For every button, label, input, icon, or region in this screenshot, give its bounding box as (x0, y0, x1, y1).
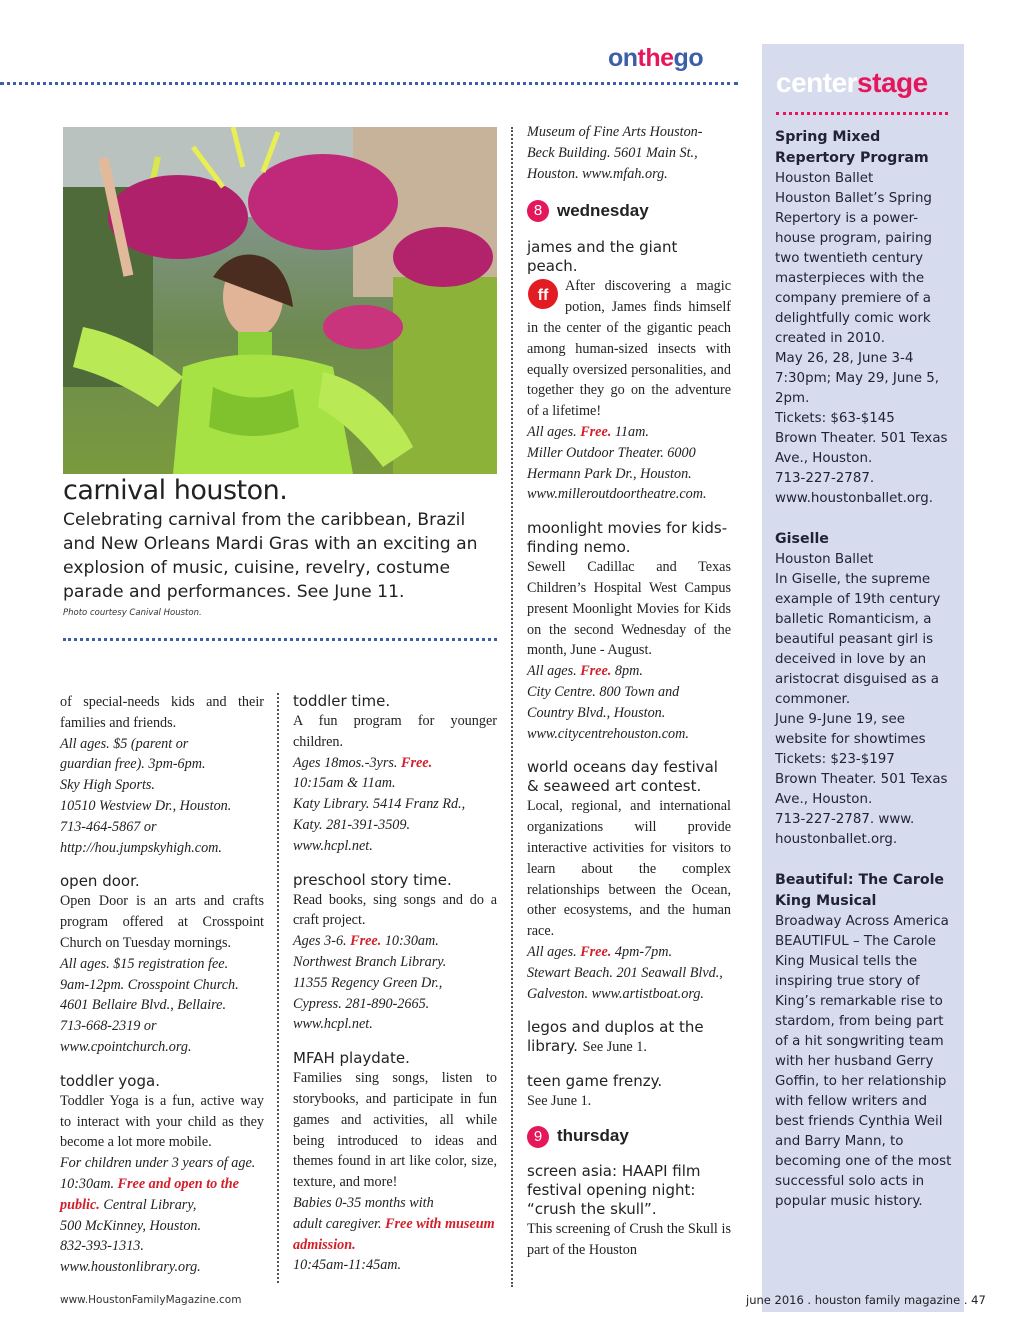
event-details: All ages. Free. 11am. (527, 423, 649, 440)
event-dates: June 9-June 19, see website for showtimes (775, 712, 926, 747)
event-details: 500 McKinney, Houston. (60, 1217, 202, 1234)
event-details: 713-464-5867 or (60, 818, 157, 835)
day-number-badge: 8 (527, 200, 549, 222)
event-description: In Giselle, the supreme example of 19th century balletic Romanticism, a beautiful peasant girl is deceived in love by an aristocrat disguised as a commoner. (775, 572, 941, 707)
event-details: 10:15am & 11am. (293, 775, 396, 792)
event-company: Houston Ballet (775, 171, 874, 186)
svg-text:ff: ff (537, 287, 549, 305)
footer-website: www.HoustonFamilyMagazine.com (60, 1294, 242, 1306)
event-title: preschool story time. (293, 870, 452, 889)
event-tickets: Tickets: $23-$197 (775, 752, 895, 767)
event-title: teen game frenzy. (527, 1072, 663, 1091)
event-details: 713-668-2319 or (60, 1018, 157, 1035)
sidebar-title-center: center (776, 67, 858, 98)
event-details: Houston. www.mfah.org. (527, 165, 668, 182)
event-details: All ages. Free. 4pm-7pm. (527, 943, 673, 960)
event-title: Beautiful: The Carole King Musical (775, 872, 945, 909)
event-text: Sewell Cadillac and Texas Children’s Hospital West Campus present Moonlight Movies for Kids on the second Wednesday of the month, June - August. (527, 559, 731, 659)
event-details: Hermann Park Dr., Houston. (527, 465, 692, 482)
event-text: of special-needs kids and their families and friends. (60, 694, 264, 731)
event-text: Read books, sing songs and do a craft project. (293, 891, 497, 929)
section-title-go: go (673, 44, 704, 72)
ff-logo-icon (527, 278, 559, 310)
event-details: www.citycentrehouston.com. (527, 725, 689, 742)
event-title: james and the giant peach. (527, 238, 678, 276)
section-title (608, 44, 703, 73)
event-website: www.houstonballet.org. (775, 491, 934, 506)
event-dates: May 26, 28, June 3-4 7:30pm; May 29, June 5, 2pm. (775, 351, 940, 406)
event-details: Miller Outdoor Theater. 6000 (527, 444, 696, 461)
sidebar-title-stage: stage (857, 67, 928, 98)
carnival-photo-art (63, 127, 497, 474)
event-details: 9am-12pm. Crosspoint Church. (60, 976, 239, 993)
event-details: www.hcpl.net. (293, 1016, 373, 1033)
column-1 (60, 692, 264, 1278)
see-reference: See June 1. (527, 1093, 592, 1110)
event-title: legos and duplos at the library. See June 1. (527, 1018, 704, 1056)
day-header-wednesday (527, 200, 731, 224)
event-details: guardian free). 3pm-6pm. (60, 756, 206, 773)
event-details: 10510 Westview Dr., Houston. (60, 797, 232, 814)
carnival-photo (63, 127, 497, 474)
feature-title: carnival houston. (63, 475, 288, 506)
event-details: Country Blvd., Houston. (527, 704, 666, 721)
event-title: toddler time. (293, 692, 391, 710)
event-text: This screening of Crush the Skull is part of the Houston (527, 1220, 731, 1258)
event-details: Cypress. 281-890-2665. (293, 995, 430, 1012)
event-details: 10:30am. Free and open to the public. Central Library, (60, 1175, 239, 1213)
event-details: All ages. Free. 8pm. (527, 663, 643, 680)
photo-credit: Photo courtesy Canival Houston. (63, 608, 202, 618)
event-details: www.milleroutdoortheatre.com. (527, 486, 707, 503)
event-details: For children under 3 years of age. (60, 1155, 256, 1172)
free-label: Free. (580, 663, 612, 680)
sidebar-title (776, 67, 928, 99)
free-label: Free. (400, 754, 433, 771)
free-label: Free and open to the public. (60, 1175, 239, 1213)
event-details: 10:45am-11:45am. (293, 1257, 402, 1274)
event-company: Broadway Across America (775, 914, 949, 929)
free-label: Free. (580, 943, 612, 960)
event-details: 11355 Regency Green Dr., (293, 974, 443, 991)
event-text: Families sing songs, listen to storybooks, and participate in fun games and activities, all while being introduced to ideas and themes found in art like color, size, texture, and more! (293, 1070, 497, 1191)
event-title: Spring Mixed Repertory Program (775, 129, 929, 166)
event-details: www.hcpl.net. (293, 837, 373, 854)
event-text: Open Door is an arts and crafts program offered at Crosspoint Church on Tuesday mornings. (60, 893, 264, 951)
day-name: wednesday (557, 200, 649, 220)
day-header-thursday (527, 1126, 731, 1150)
free-label: Free with museum admission. (293, 1215, 495, 1253)
feature-divider (63, 638, 497, 641)
event-details: Ages 18mos.-3yrs. Free. (293, 754, 433, 771)
event-venue: Brown Theater. 501 Texas Ave., Houston. (775, 431, 948, 466)
free-label: Free. (580, 423, 612, 440)
event-title: world oceans day festival & seaweed art contest. (527, 758, 718, 796)
event-details: Ages 3-6. Free. 10:30am. (293, 933, 439, 950)
event-details: 4601 Bellaire Blvd., Bellaire. (60, 997, 227, 1014)
event-tickets: Tickets: $63-$145 (775, 411, 895, 426)
column-divider (511, 127, 513, 1287)
event-details: Stewart Beach. 201 Seawall Blvd., (527, 964, 723, 981)
event-description: BEAUTIFUL – The Carole King Musical tells the inspiring true story of King’s remarkable rise to stardom, from being part of a hit songwriting team with her husband Gerry Goffin, to her relationship with fellow writers and best friends Cynthia Weil and Barry Mann, to becoming one of the most successful solo acts in popular music history. (775, 934, 952, 1209)
event-details: Katy. 281-391-3509. (293, 816, 411, 833)
feature-caption: Celebrating carnival from the caribbean, Brazil and New Orleans Mardi Gras with an exciting an explosion of music, cuisine, revelry, costume parade and performances. See June 11. (63, 510, 478, 602)
event-details: Museum of Fine Arts Houston- (527, 124, 703, 140)
day-number-badge: 9 (527, 1126, 549, 1148)
sidebar-events (775, 127, 953, 1212)
see-reference: See June 1. (582, 1039, 647, 1056)
section-title-the: the (637, 44, 674, 72)
event-details: All ages. $5 (parent or (60, 735, 189, 752)
event-title: screen asia: HAAPI film festival opening night: “crush the skull”. (527, 1161, 701, 1218)
event-details: www.houstonlibrary.org. (60, 1259, 201, 1276)
event-text: Local, regional, and international organizations will provide interactive activities for visitors to learn about the complex relationships between the Ocean, other ecosystems, and the human race. (527, 798, 731, 940)
event-details: Northwest Branch Library. (293, 953, 447, 970)
event-text: Toddler Yoga is a fun, active way to interact with your child as they become a lot more mobile. (60, 1092, 264, 1151)
event-details: Babies 0-35 months with (293, 1194, 434, 1211)
event-venue: Brown Theater. 501 Texas Ave., Houston. (775, 772, 948, 807)
event-phone: 713-227-2787. (775, 471, 875, 486)
event-text: ff After discovering a magic potion, James finds himself in the center of the gigantic peach among human-sized insects with equally oversized personalities, and together they go on the adventure of a lifetime! (527, 278, 731, 420)
column-divider (277, 693, 279, 1283)
event-phone: 713-227-2787. www. houstonballet.org. (775, 812, 915, 847)
event-details: http://hou.jumpskyhigh.com. (60, 839, 222, 856)
event-details: 832-393-1313. (60, 1238, 144, 1255)
day-name: thursday (557, 1126, 629, 1146)
column-3 (527, 122, 731, 1260)
sidebar-divider (776, 112, 948, 115)
event-title: toddler yoga. (60, 1071, 160, 1090)
event-company: Houston Ballet (775, 552, 874, 567)
header-divider (0, 82, 738, 85)
event-details: Sky High Sports. (60, 777, 155, 794)
event-details: www.cpointchurch.org. (60, 1038, 192, 1055)
event-details: All ages. $15 registration fee. (60, 955, 229, 972)
event-description: Houston Ballet’s Spring Repertory is a power-house program, pairing two twentieth century masterpieces with the company premiere of a delightfully comic work created in 2010. (775, 191, 932, 346)
free-label: Free. (350, 933, 382, 950)
event-details: Galveston. www.artistboat.org. (527, 985, 704, 1002)
event-details: Katy Library. 5414 Franz Rd., (293, 796, 466, 813)
event-title: Giselle (775, 531, 829, 547)
event-title: MFAH playdate. (293, 1049, 410, 1068)
event-details: adult caregiver. Free with museum admission. (293, 1215, 495, 1253)
footer-page-info: june 2016 . houston family magazine . 47 (746, 1293, 986, 1307)
event-text: A fun program for younger children. (293, 713, 497, 750)
event-details: Beck Building. 5601 Main St., (527, 144, 698, 161)
column-2 (293, 692, 497, 1276)
section-title-on: on (608, 44, 638, 72)
event-details: City Centre. 800 Town and (527, 683, 680, 700)
event-title: open door. (60, 872, 140, 891)
event-title: moonlight movies for kids-finding nemo. (527, 519, 728, 557)
